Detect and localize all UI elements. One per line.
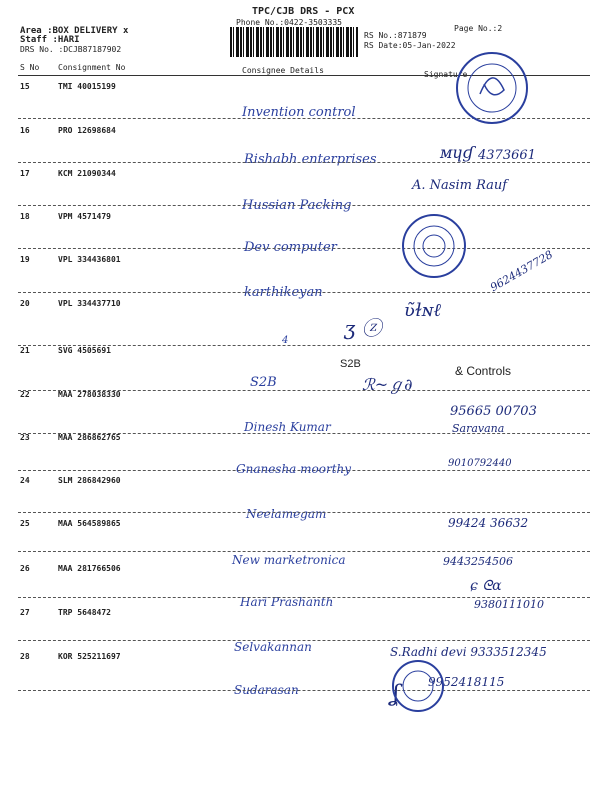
row-number: 28 xyxy=(20,652,30,661)
row-separator xyxy=(18,162,590,163)
row-number: 26 xyxy=(20,564,30,573)
consignment-number: MAA 286862765 xyxy=(58,433,121,442)
consignee-name: Neelamegam xyxy=(246,507,327,521)
consignee-name: Rishabh enterprises xyxy=(244,152,377,167)
row-separator xyxy=(18,292,590,293)
phone-number: Phone No.:0422-3503335 xyxy=(236,18,342,27)
row-number: 19 xyxy=(20,255,30,264)
consignment-number: VPM 4571479 xyxy=(58,212,111,221)
consignee-name: S2B xyxy=(250,375,277,390)
row-separator xyxy=(18,551,590,552)
consignment-number: TMI 40015199 xyxy=(58,82,116,91)
rs-date: RS Date:05-Jan-2022 xyxy=(364,41,456,50)
phone-note: 4373661 xyxy=(478,148,536,163)
signature-scribble: ɕ ᘓɑ xyxy=(470,578,502,594)
row-number: 21 xyxy=(20,346,30,355)
consignment-number: SVG 4505691 xyxy=(58,346,111,355)
signature-scribble: ᴍɥɠ xyxy=(440,143,474,162)
round-stamp xyxy=(392,660,444,712)
consignment-number: SLM 286842960 xyxy=(58,476,121,485)
signature-scribble: ʒ ⓩ xyxy=(344,316,382,340)
phone-note: 95665 00703 xyxy=(450,404,537,419)
consignment-number: MAA 564589865 xyxy=(58,519,121,528)
row-number: 22 xyxy=(20,390,30,399)
receiver-signature: A. Nasim Rauf xyxy=(412,178,508,193)
company-stamp-text: S2B xyxy=(340,358,361,370)
row-separator xyxy=(18,597,590,598)
company-stamp-text: & Controls xyxy=(455,364,512,378)
row-number: 16 xyxy=(20,126,30,135)
consignment-number: TRP 5648472 xyxy=(58,608,111,617)
row-number: 18 xyxy=(20,212,30,221)
consignment-number: MAA 278038330 xyxy=(58,390,121,399)
drs-number: DRS No. :DCJB87187902 xyxy=(20,45,122,54)
row-separator xyxy=(18,690,590,691)
staff-label: Staff :HARI xyxy=(20,35,80,45)
row-separator xyxy=(18,248,590,249)
row-number: 25 xyxy=(20,519,30,528)
phone-note: 9443254506 xyxy=(443,555,513,568)
center-title: TPC/CJB DRS - PCX xyxy=(252,6,355,17)
consignee-name: Dinesh Kumar xyxy=(244,420,331,434)
stamp-icon xyxy=(394,662,442,710)
consignee-name: Hussian Packing xyxy=(242,198,352,213)
phone-note: 99424 36632 xyxy=(448,516,529,530)
consignment-number: KOR 525211697 xyxy=(58,652,121,661)
row-number: 27 xyxy=(20,608,30,617)
consignee-name: Dev computer xyxy=(244,240,337,255)
consignment-number: KCM 21090344 xyxy=(58,169,116,178)
consignee-name: Sudarasan xyxy=(234,683,299,697)
consignee-name: New marketronica xyxy=(232,553,346,567)
consignment-number: MAA 281766506 xyxy=(58,564,121,573)
barcode xyxy=(230,27,358,57)
stamp-icon xyxy=(404,216,464,276)
signature-scribble: ʆ xyxy=(392,682,400,707)
stamp-icon xyxy=(458,54,526,122)
col-signature: Signature xyxy=(424,70,468,79)
row-separator xyxy=(18,205,590,206)
consignee-name: Hari Prashanth xyxy=(240,595,334,609)
row-separator xyxy=(18,512,590,513)
row-number: 24 xyxy=(20,476,30,485)
receiver-name: Saravana xyxy=(452,422,505,435)
consignee-name: Selvakannan xyxy=(234,640,312,654)
row-number: 20 xyxy=(20,299,30,308)
area-label: Area :BOX DELIVERY x xyxy=(20,26,129,36)
invention-controls-stamp xyxy=(456,52,528,124)
page-number: Page No.:2 xyxy=(454,24,503,33)
consignment-number: VPL 334437710 xyxy=(58,299,121,308)
signature-scribble: ℛ~ℊ∂ xyxy=(362,375,413,394)
phone-note: 9380111010 xyxy=(474,598,544,611)
row-number: 23 xyxy=(20,433,30,442)
rs-number: RS No.:871879 xyxy=(364,31,427,40)
phone-note: 9010792440 xyxy=(448,458,512,469)
consignee-name: Invention control xyxy=(242,105,356,120)
col-consignment: Consignment No xyxy=(58,63,126,72)
dev-computers-stamp xyxy=(402,214,466,278)
row-number: 15 xyxy=(20,82,30,91)
row-number: 17 xyxy=(20,169,30,178)
signature-scribble: ʋ̃ɫɴℓ xyxy=(404,300,441,321)
consignee-name: karthikeyan xyxy=(244,285,323,300)
consignee-name: 4 xyxy=(282,335,289,346)
consignment-number: VPL 334436801 xyxy=(58,255,121,264)
consignee-name: Gnanesha moorthy xyxy=(236,462,352,476)
col-consignee: Consignee Details xyxy=(242,66,324,75)
row-separator xyxy=(18,640,590,641)
phone-note: 9952418115 xyxy=(428,675,505,689)
consignment-number: PRO 12698684 xyxy=(58,126,116,135)
col-sno: S No xyxy=(20,63,40,72)
phone-note: 9624437728 xyxy=(488,248,556,295)
receiver-signature: S.Radhi devi 9333512345 xyxy=(390,645,547,659)
